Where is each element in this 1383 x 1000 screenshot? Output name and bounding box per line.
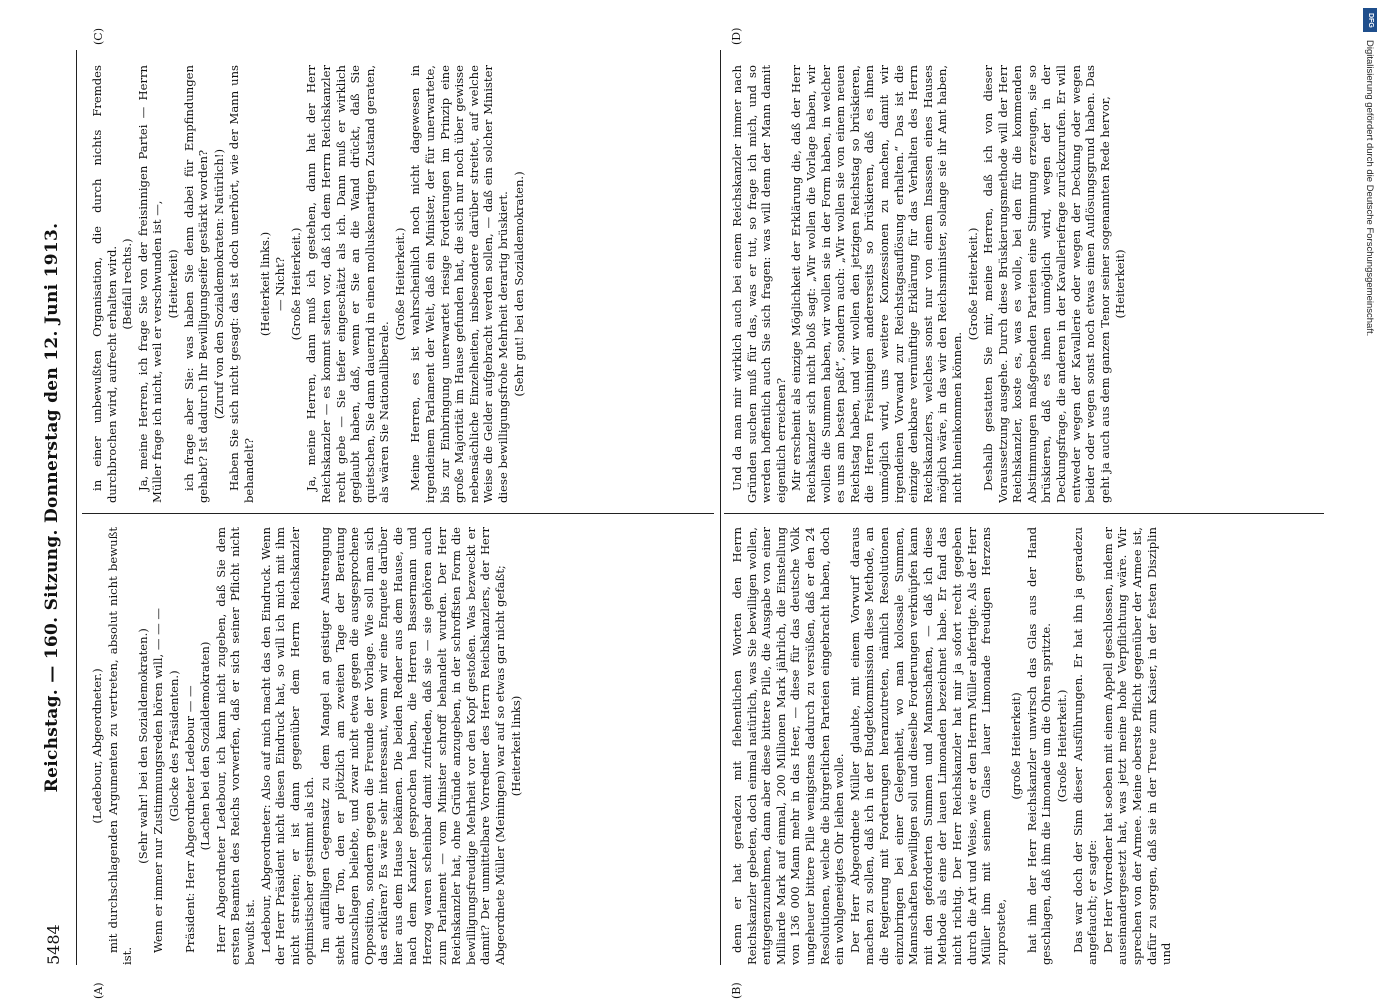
paragraph: denn er hat geradezu mit flehentlichen Worten den Herrn Reichskanzler gebeten, doch einmal natürlich, was Sie bewilligen wollen, entgegenzunehmen, dann aber diese bittere Pille, die Ausgabe von einer Milliarde Mark auf einmal, 200 Millionen Mark jährlich, die Einstellung von 136 000 Mann mehr in das Heer, — diese für das deutsche Volk ungeheuer bittere Pille wenigstens dadurch zu versüßen, daß er den 24 Resolutionen, welche die bürgerlichen Parteien eingebracht haben, doch ein wohlgeneigtes Ohr leihen wolle. <box>730 527 847 965</box>
paragraph: (Große Heiterkeit.) <box>288 227 303 341</box>
digitization-credit: Digitalisierung gefördert durch die Deutsche Forschungsgemeinschaft. <box>1364 40 1375 337</box>
paragraph: Und da man mir wirklich auch bei einem Reichskanzler immer nach Gründen suchen muß für das, was er tut, so frage ich mich, und so werden hoffentlich auch Sie sich fragen: was will denn der Mann damit eigentlich erreichen? <box>730 65 788 503</box>
paragraph: (Heiterkeit links) <box>508 695 523 797</box>
paragraph: Haben Sie sich nicht gesagt: das ist doch unerhört, wie der Mann uns behandelt? <box>227 65 256 503</box>
paragraph: mit durchschlagenden Argumenten zu vertreten, absolut nicht bewußt ist. <box>105 527 135 965</box>
paragraph: (Glocke des Präsidenten.) <box>166 670 181 822</box>
paragraph: (Beifall rechts.) <box>120 238 135 330</box>
paragraph: Deshalb gestatten Sie mir, meine Herren, daß ich von dieser Voraussetzung ausgehe. Durch diese Brüskierungsmethode will der Herr Reichskanzler, koste es, was es wolle, bei den für die kommenden Abstimmungen maßgebenden Parteien eine Stimmung erzeugen, sie so brüskieren, daß es ihnen unmöglich wird, wegen der in der Deckungsfrage, die anderen in der Kavalleriefrage zurückzurufen. Er will entweder wegen der Kavallerie oder wegen der Deckung oder wegen beider oder wegen sonst noch etwas einen Auflösungsgrund haben. Das geht ja auch aus dem ganzen Tenor seiner sogenannten Rede hervor, <box>981 65 1112 503</box>
middle-rule <box>720 50 721 965</box>
paragraph: Ja, meine Herren, dann muß ich gestehen, dann hat der Herr Reichskanzler — es kommt selten vor, daß ich dem Herrn Reichskanzler recht gebe — Sie tiefer eingeschätzt als ich. Dann muß er wirklich geglaubt haben, daß, wenn er Sie an die Wand drückt, daß Sie quietschen, Sie dann dauernd in einen molluskenartigen Zustand geraten, als wären Sie Nationalliberale. <box>304 65 392 503</box>
page-number: 5484 <box>44 924 63 965</box>
paragraph: Meine Herren, es ist wahrscheinlich noch nicht dagewesen in irgendeinem Parlament der Welt, daß ein Minister, der für unerwartete, bis zur Einbringung unerwartet riesige Forderungen im Prinzip eine große Majorität im Hause gefunden hat, die sich nur noch über gewisse nebensächliche Einzelheiten, insbesondere darüber streitet, auf welche Weise die Gelder aufgebracht werden sollen, — daß ein solcher Minister diese bewilligungsfrohe Mehrheit derartig brüskiert. <box>408 65 511 503</box>
paragraph: (Ledebour, Abgeordneter.) <box>90 668 104 824</box>
column-d <box>730 65 1330 503</box>
paragraph: (Sehr wahr! bei den Sozialdemokraten.) <box>135 628 150 864</box>
column-c <box>730 527 1330 965</box>
paragraph: — Nicht? <box>273 257 288 311</box>
paragraph: (Zuruf von den Sozialdemokraten: Natürlich!) <box>211 148 226 420</box>
paragraph: Wenn er immer nur Zustimmungsreden hören will, — — — <box>151 607 166 953</box>
running-title: Reichstag. — 160. Sitzung. Donnerstag den 12. Juni 1913. <box>42 222 62 793</box>
paragraph: (Sehr gut! bei den Sozialdemokraten.) <box>511 171 526 397</box>
running-header <box>40 50 74 965</box>
dfg-logo-text: DFG <box>1367 12 1374 28</box>
paragraph: Der Herr Abgeordnete Müller glaubte, mit einem Vorwurf daraus machen zu sollen, daß ich in der Budgetkommission diese Methode, an die Regierung mit Forderungen heranzutreten, nämlich Resolutionen einzubringen bei einer Gelegenheit, wo man kolossale Summen, Mannschaften bewilligen soll und dieselbe Forderungen verknüpfen kann mit den geforderten Summen und Mannschaften, — daß ich diese Methode als eine der lauen Limonaden bezeichnet habe. Er fand das nicht richtig. Der Herr Reichskanzler hat mir ja sofort recht gegeben durch die Art und Weise, wie er den Herrn Müller abfertigte. Als der Herr Müller ihm mit seinem Glase lauer Limonade freudigen Herzens zuprostete, <box>847 527 1008 965</box>
paragraph: in einer unbewußten Organisation, die durch nichts Fremdes durchbrochen wird, aufrecht erhalten wird. <box>90 65 119 503</box>
margin-mark-a: (A) <box>92 982 105 999</box>
paragraph: (Große Heiterkeit.) <box>1055 689 1070 803</box>
paragraph: (Heiterkeit) <box>1113 249 1128 319</box>
paragraph: (große Heiterkeit) <box>1009 692 1024 800</box>
paragraph: Herr Abgeordneter Ledebour, ich kann nicht zugeben, daß Sie dem ersten Beamten des Reichs vorwerfen, daß er sich seiner Pflicht nicht bewußt ist. <box>213 527 257 965</box>
paragraph: Mir erscheint als einzige Möglichkeit der Erklärung die, daß der Herr Reichskanzler sich nicht bloß sagt: „Wir wollen die Vorlage haben, wir wollen die Summen haben, wir wollen sie in der Form haben, in welcher es uns am besten paßt“, sondern auch: „Wir wollen sie von einem neuen Reichstag haben, und wir wollen den jetzigen Reichstag so brüskieren, die Herren Freisinnigen andererseits so brüskieren, daß es ihnen unmöglich wird, uns weitere Konzessionen zu machen, damit wir irgendeinen Vorwand zur Reichstagsauflösung erhalten.“ Das ist die einzige denkbare vernünftige Erklärung für das Verhalten des Herrn Reichskanzlers, welches sonst nur von einem Insassen eines Hauses möglich wäre, in das wir den Reichsminister, solange sie ihr Amt haben, nicht hineinkommen können. <box>789 65 964 503</box>
paragraph: Im auffälligen Gegensatz zu dem Mangel an geistiger Anstrengung steht der Ton, den er plötzlich am zweiten Tage der Beratung anzuschlagen beliebte, und zwar nicht etwa gegen die ausgesprochene Opposition, sondern gegen die Freunde der Vorlage. Wie soll man sich das erklären? Es wäre sehr interessant, wenn wir eine Enquete darüber hier aus dem Hause bekämen. Die beiden Redner aus dem Hause, die nach dem Kanzler gesprochen haben, die Herren Bassermann und Herzog waren scheinbar damit zufrieden, daß sie — sie gehören auch zum Parlament — vom Minister schroff behandelt wurden. Der Herr Reichskanzler hat, ohne Gründe anzugeben, in der schroffsten Form die bewilligungsfreudige Mehrheit vor den Kopf gestoßen. Was bezweckt er damit? Der unmittelbare Vorredner des Herrn Reichskanzlers, der Herr Abgeordnete Müller (Meiningen) war auf so etwas gar nicht gefaßt; <box>317 527 508 965</box>
dfg-logo <box>1363 8 1377 32</box>
paragraph: ich frage aber Sie: was haben Sie denn dabei für Empfindungen gehabt? Ist dadurch Ihr Bewilligungseifer gestärkt worden? <box>181 65 211 503</box>
column-separator <box>82 513 714 514</box>
paragraph: Präsident: Herr Abgeordneter Ledebour — — <box>182 685 197 953</box>
paragraph: Das war doch der Sinn dieser Ausführungen. Er hat ihn ja geradezu angefaucht; er sagte: <box>1070 527 1100 965</box>
margin-mark-d: (D) <box>730 27 743 45</box>
paragraph: hat ihm der Herr Reichskanzler unwirsch das Glas aus der Hand geschlagen, daß ihm die Limonade um die Ohren spritzte. <box>1024 527 1054 965</box>
column-a <box>90 527 710 965</box>
paragraph: Ja, meine Herren, ich frage Sie von der freisinnigen Partei — Herrn Müller frage ich nicht, weil er verschwunden ist —, <box>135 65 165 503</box>
margin-mark-c: (C) <box>92 28 105 45</box>
paragraph: (Heiterkeit) <box>165 249 180 319</box>
paragraph: (Heiterkeit links.) <box>257 231 272 337</box>
paragraph: Ledebour, Abgeordneter: Also auf mich macht das den Eindruck. Wenn der Herr Präsident nicht diesen Eindruck hat, so will ich mich mit ihm nicht streiten; er ist dann gegenüber dem Herrn Reichskanzler optimistischer gestimmt als ich. <box>258 527 317 965</box>
column-separator-lower <box>724 513 1324 514</box>
paragraph: (Lachen bei den Sozialdemokraten) <box>198 641 213 851</box>
header-rule <box>76 50 77 965</box>
rotated-page-content <box>40 27 1340 999</box>
paragraph: Der Herr Vorredner hat soeben mit einem Appell geschlossen, indem er auseinandergesetzt hat, was jetzt meine hohe Verpflichtung wäre. Wir sprechen von der Armee. Meine oberste Pflicht gegenüber der Armee ist, dafür zu sorgen, daß sie in der Treue zum Kaiser, in der festen Disziplin und <box>1100 527 1174 965</box>
paragraph: (Große Heiterkeit.) <box>392 227 407 341</box>
margin-mark-b: (B) <box>730 982 743 999</box>
paragraph: (Große Heiterkeit.) <box>965 227 980 341</box>
column-b <box>90 65 710 503</box>
